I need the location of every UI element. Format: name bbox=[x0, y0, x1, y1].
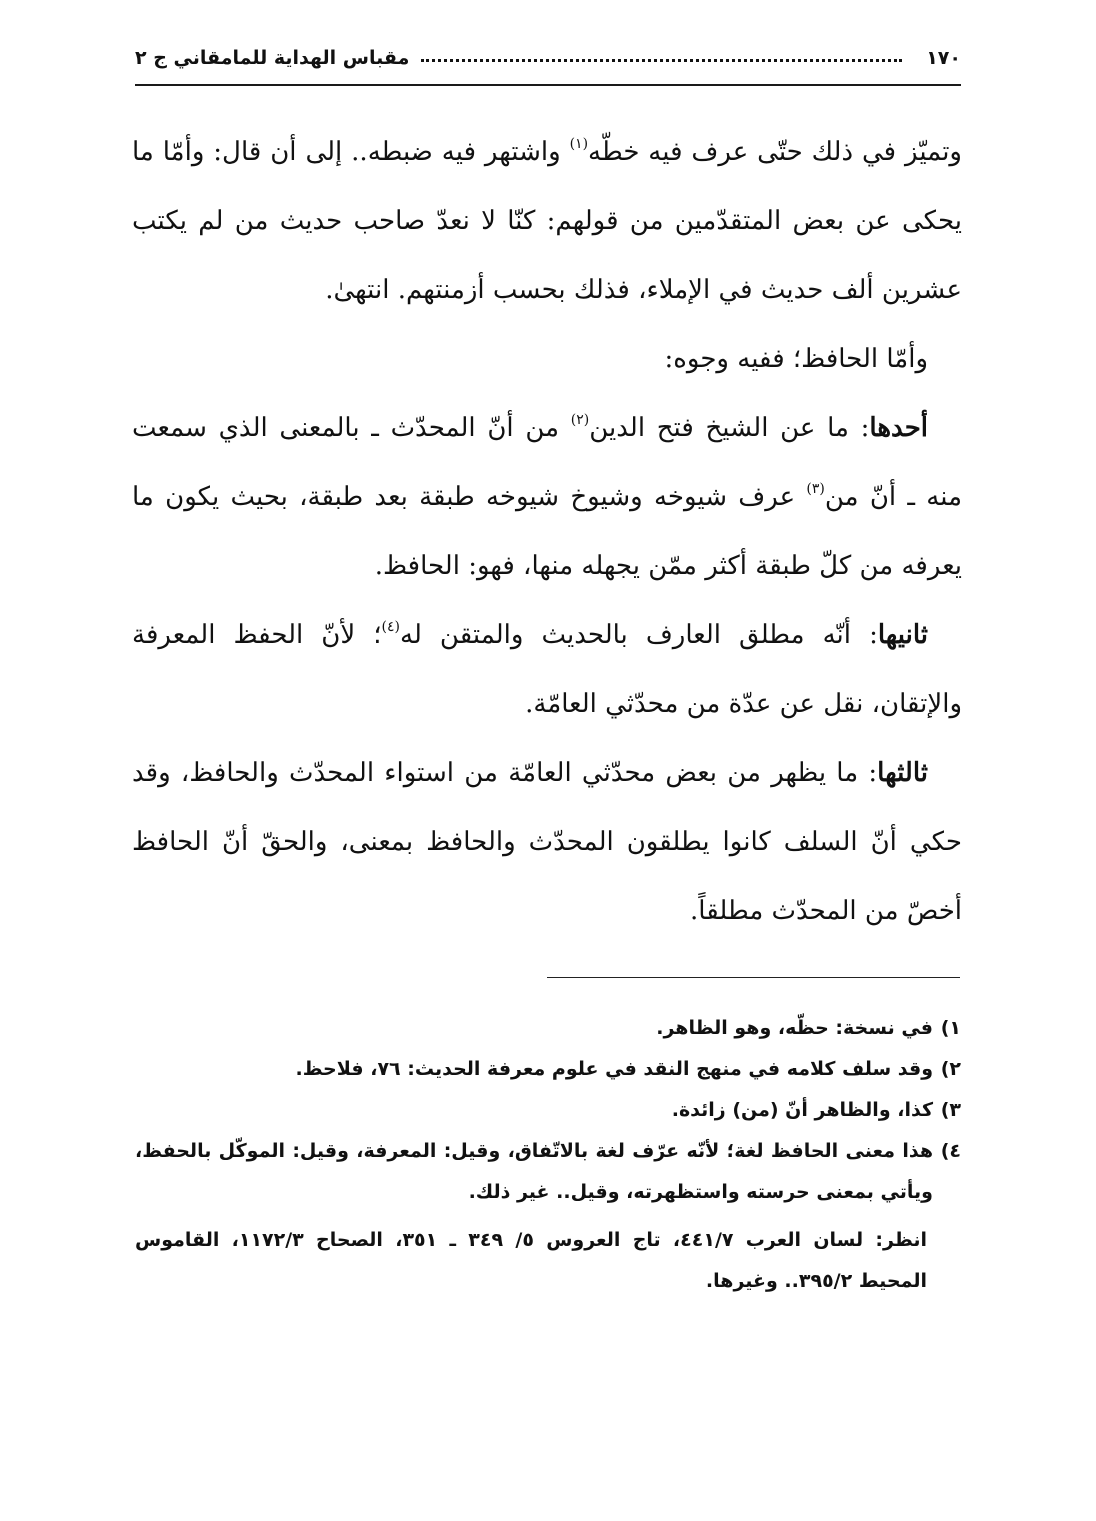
paragraph-2: وأمّا الحافظ؛ ففيه وجوه: bbox=[664, 344, 928, 374]
footnote-4-references: انظر: لسان العرب ٤٤١/٧، تاج العروس ٥/ ٣٤٩ ـ ٣٥١، الصحاح ١١٧٢/٣، القاموس المحيط ٣٩٥/٢.. وغيرها. bbox=[135, 1229, 927, 1292]
footnote-separator bbox=[547, 977, 960, 978]
footnote-number: ٣) bbox=[940, 1099, 961, 1121]
paragraph-4: ثانيها: أنّه مطلق العارف بالحديث والمتقن له$^{(٤)}$؛ لأنّ الحفظ المعرفة والإتقان، نقل عن عدّة من محدّثي العامّة. bbox=[132, 619, 962, 719]
header-dot-leader bbox=[421, 47, 902, 62]
paragraph-3: أحدها: ما عن الشيخ فتح الدين$^{(٢)}$ من أنّ المحدّث ـ بالمعنى الذي سمعت منه ـ أنّ من$^{(٣)}$ عرف شيوخه وشيوخ شيوخه طبقة بعد طبقة، بحيث يكون ما يعرفه من كلّ طبقة أكثر ممّن يجهله منها، فهو: الحافظ. bbox=[132, 412, 962, 581]
page-number: ١٧٠ bbox=[926, 47, 961, 69]
footnote-ref-4: (٤) bbox=[381, 619, 401, 636]
footnote-text: في نسخة: حظّه، وهو الظاهر. bbox=[656, 1017, 933, 1039]
footnote-text: كذا، والظاهر أنّ (من) زائدة. bbox=[671, 1099, 933, 1121]
footnote-4 bbox=[135, 1131, 961, 1213]
page-header bbox=[135, 38, 961, 78]
heading-first: أحدها bbox=[869, 413, 928, 443]
footnote-number: ١) bbox=[940, 1017, 961, 1039]
footnote-1 bbox=[135, 1008, 961, 1049]
paragraph-5: ثالثها: ما يظهر من بعض محدّثي العامّة من استواء المحدّث والحافظ، وقد حكي أنّ السلف كانوا يطلقون المحدّث والحافظ بمعنى، والحقّ أنّ الحافظ أخصّ من المحدّث مطلقاً. bbox=[132, 758, 962, 926]
footnotes bbox=[135, 1008, 961, 1302]
heading-second: ثانيها bbox=[877, 620, 928, 650]
footnote-ref-2: (٢) bbox=[570, 412, 590, 429]
footnote-text: وقد سلف كلامه في منهج النقد في علوم معرفة الحديث: ٧٦، فلاحظ. bbox=[295, 1058, 933, 1080]
footnote-3 bbox=[135, 1090, 961, 1131]
footnote-number: ٢) bbox=[940, 1058, 961, 1080]
paragraph-1: وتميّز في ذلك حتّى عرف فيه خطّه$^{(١)}$ واشتهر فيه ضبطه.. إلى أن قال: وأمّا ما يحكى عن بعض المتقدّمين من قولهم: كنّا لا نعدّ صاحب حديث من لم يكتب عشرين ألف حديث في الإملاء، فذلك بحسب أزمنتهم. انتهىٰ. bbox=[132, 136, 962, 305]
heading-third: ثالثها bbox=[877, 758, 928, 788]
footnote-2 bbox=[135, 1049, 961, 1090]
footnote-text: هذا معنى الحافظ لغة؛ لأنّه عرّف لغة بالاتّفاق، وقيل: المعرفة، وقيل: الموكّل بالحفظ، ويأتي بمعنى حرسته واستظهرته، وقيل.. غير ذلك. bbox=[135, 1140, 933, 1203]
footnote-number: ٤) bbox=[940, 1140, 961, 1162]
footnote-ref-1: (١) bbox=[569, 136, 589, 153]
main-text bbox=[132, 118, 962, 946]
footnote-ref-3: (٣) bbox=[806, 481, 825, 498]
running-title: مقباس الهداية للمامقاني ج ٢ bbox=[135, 47, 410, 69]
header-rule bbox=[135, 84, 961, 86]
